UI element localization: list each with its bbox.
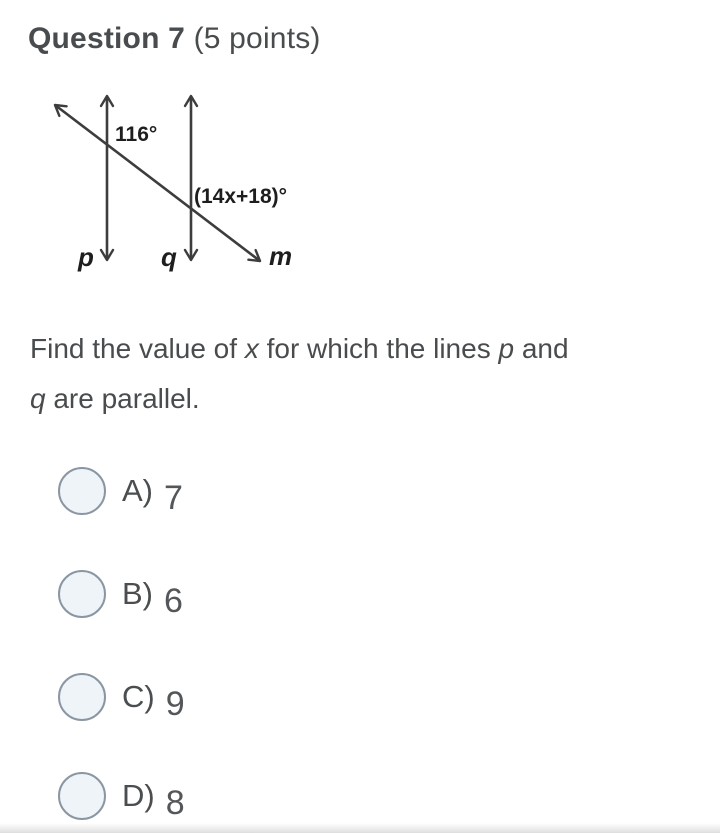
option-value: 8 <box>165 783 185 822</box>
answer-option-a[interactable] <box>58 467 183 515</box>
option-letter: A) <box>122 473 153 508</box>
radio-button-b[interactable] <box>58 570 106 618</box>
variable-p: p <box>498 333 515 364</box>
radio-button-d[interactable] <box>58 772 106 820</box>
page-bottom-divider <box>0 823 720 833</box>
variable-x: x <box>244 333 259 364</box>
prompt-text: Find the value of <box>30 333 245 364</box>
option-letter: C) <box>122 679 155 714</box>
prompt-text: and <box>514 333 569 364</box>
question-number: Question 7 <box>28 22 186 55</box>
option-value: 7 <box>164 478 183 517</box>
option-value: 6 <box>164 581 183 620</box>
prompt-text: are parallel. <box>45 383 200 414</box>
angle-label-116: 116° <box>115 123 158 146</box>
line-q-label: q <box>161 242 177 272</box>
option-value: 9 <box>165 684 185 723</box>
question-prompt <box>30 324 700 424</box>
prompt-text: for which the lines <box>258 333 499 364</box>
answer-option-b[interactable] <box>58 570 183 618</box>
line-m-label: m <box>269 241 293 271</box>
option-letter: D) <box>122 778 155 813</box>
transversal-line-m <box>55 105 260 261</box>
geometry-diagram-svg <box>45 84 315 276</box>
answer-option-c[interactable] <box>58 673 185 721</box>
variable-q: q <box>30 383 46 414</box>
question-points: (5 points) <box>185 22 321 55</box>
radio-button-c[interactable] <box>58 673 106 721</box>
angle-label-14x-18: (14x+18)° <box>194 185 288 208</box>
answer-option-d[interactable] <box>58 772 185 820</box>
question-title <box>28 22 321 56</box>
line-p-label: p <box>78 242 94 272</box>
radio-button-a[interactable] <box>58 467 106 515</box>
option-letter: B) <box>122 576 153 611</box>
geometry-diagram <box>45 84 315 276</box>
